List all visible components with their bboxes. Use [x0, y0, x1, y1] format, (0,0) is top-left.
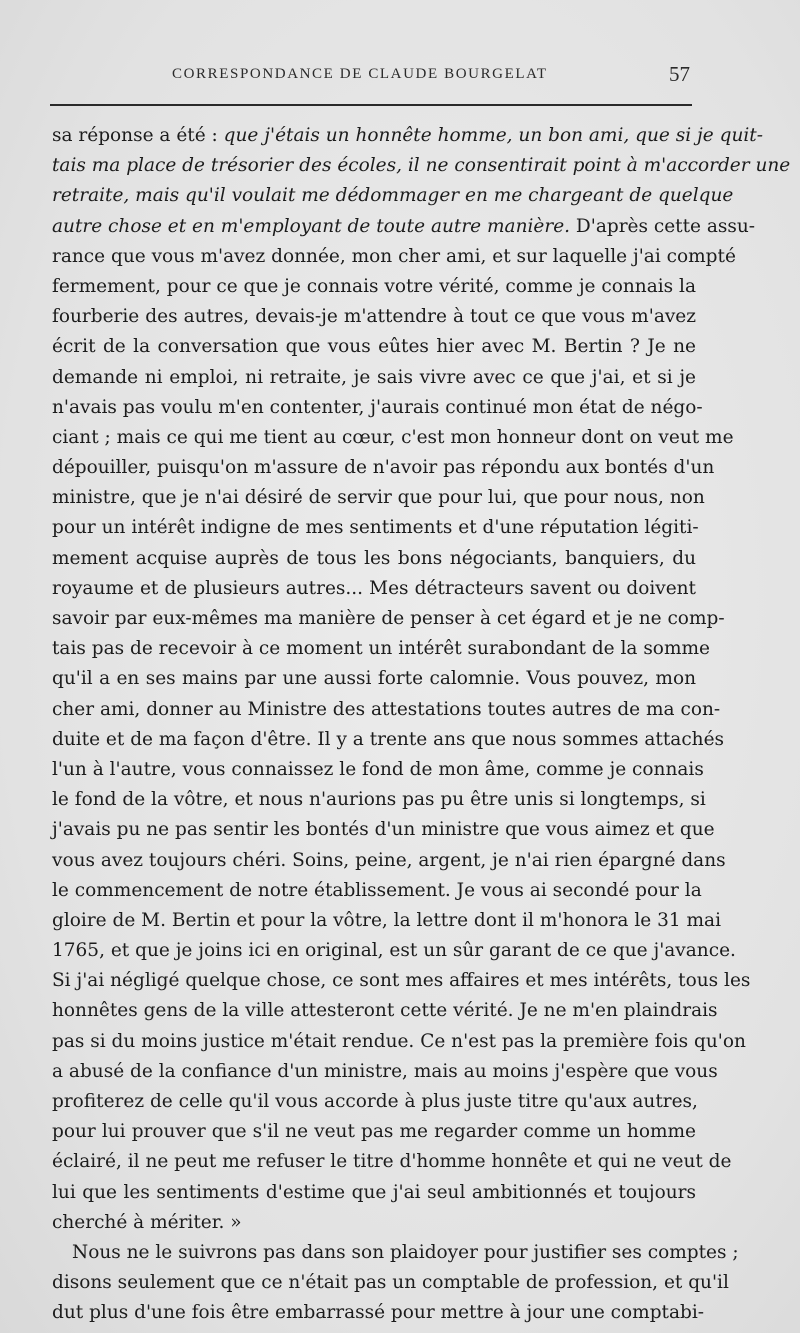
- text-line: [52, 423, 734, 453]
- text-segment: vous avez toujours chéri. Soins, peine, argent, je n'ai rien épargné dans: [52, 849, 726, 871]
- text-segment: cherché à mériter. »: [52, 1211, 242, 1233]
- text-line: [52, 604, 725, 634]
- text-line: [52, 1147, 732, 1177]
- text-segment: le fond de la vôtre, et nous n'aurions pas pu être unis si longtemps, si: [52, 789, 706, 811]
- text-segment: pas si du moins justice m'était rendue. Ce n'est pas la première fois qu'on: [52, 1030, 746, 1052]
- text-line: [52, 1298, 705, 1328]
- text-line: [52, 483, 705, 513]
- text-line: [52, 1057, 718, 1087]
- text-line: [52, 785, 706, 815]
- text-segment: fourberie des autres, devais-je m'attendre à tout ce que vous m'avez: [52, 306, 696, 328]
- text-segment: sa réponse a été :: [52, 125, 224, 146]
- text-line: [52, 1027, 746, 1057]
- text-segment: fermement, pour ce que je connais votre vérité, comme je connais la: [52, 275, 696, 297]
- text-segment: D'après cette assu-: [570, 215, 756, 237]
- text-segment: honnêtes gens de la ville attesteront cette vérité. Je ne m'en plaindrais: [52, 1000, 718, 1022]
- text-line: [52, 393, 703, 423]
- text-line: [52, 1117, 696, 1147]
- text-line: [52, 725, 725, 755]
- header-rule: [50, 104, 692, 106]
- text-line: [52, 936, 736, 966]
- text-segment: dut plus d'une fois être embarrassé pour mettre à jour une comptabi-: [52, 1302, 705, 1324]
- text-line: [52, 513, 699, 543]
- text-line: [52, 121, 763, 151]
- italic-quote: autre chose et en m'employant de toute autre manière.: [52, 215, 571, 237]
- text-segment: duite et de ma façon d'être. Il y a trente ans que nous sommes attachés: [52, 728, 725, 750]
- text-segment: mement acquise auprès de tous les bons négociants, banquiers, du: [52, 547, 696, 569]
- italic-quote: tais ma place de trésorier des écoles, il ne consentirait point à m'accorder une: [52, 155, 791, 177]
- text-segment: 1765, et que je joins ici en original, est un sûr garant de ce que j'avance.: [52, 940, 736, 962]
- text-segment: gloire de M. Bertin et pour la vôtre, la lettre dont il m'honora le 31 mai: [52, 909, 721, 931]
- running-head: [52, 64, 694, 88]
- text-line: [52, 966, 751, 996]
- text-segment: le commencement de notre établissement. Je vous ai secondé pour la: [52, 879, 702, 901]
- text-segment: éclairé, il ne peut me refuser le titre d'homme honnête et qui ne veut de: [52, 1151, 732, 1173]
- text-segment: pour un intérêt indigne de mes sentiments et d'une réputation légiti-: [52, 517, 699, 539]
- text-segment: disons seulement que ce n'était pas un comptable de profession, et qu'il: [52, 1272, 729, 1294]
- text-segment: savoir par eux-mêmes ma manière de penser à cet égard et je ne comp-: [52, 608, 725, 629]
- text-segment: royaume et de plusieurs autres... Mes détracteurs savent ou doivent: [52, 577, 696, 599]
- text-line: [52, 242, 736, 272]
- running-title: CORRESPONDANCE DE CLAUDE BOURGELAT: [172, 66, 548, 82]
- text-segment: cher ami, donner au Ministre des attestations toutes autres de ma con-: [52, 698, 721, 720]
- text-segment: demande ni emploi, ni retraite, je sais vivre avec ce que j'ai, et si je: [52, 366, 696, 388]
- text-line: [52, 151, 791, 181]
- text-segment: ciant ; mais ce qui me tient au cœur, c'est mon honneur dont on veut me: [52, 426, 734, 448]
- body-text: [52, 121, 791, 1329]
- text-line: [52, 1268, 729, 1298]
- text-segment: n'avais pas voulu m'en contenter, j'aurais continué mon état de négo-: [52, 396, 703, 418]
- text-segment: ministre, que je n'ai désiré de servir que pour lui, que pour nous, non: [52, 487, 705, 509]
- text-line: [52, 1238, 739, 1268]
- text-line: [52, 272, 696, 302]
- text-segment: profiterez de celle qu'il vous accorde à plus juste titre qu'aux autres,: [52, 1091, 698, 1112]
- text-segment: qu'il a en ses mains par une aussi forte calomnie. Vous pouvez, mon: [52, 668, 696, 690]
- text-line: [52, 634, 710, 664]
- text-line: [52, 906, 721, 936]
- text-line: [52, 332, 696, 362]
- text-line: [52, 1208, 696, 1238]
- text-segment: a abusé de la confiance d'un ministre, mais au moins j'espère que vous: [52, 1060, 718, 1082]
- text-segment: pour lui prouver que s'il ne veut pas me regarder comme un homme: [52, 1121, 696, 1143]
- page-number: 57: [669, 62, 690, 86]
- text-line: [52, 1178, 696, 1208]
- text-line: [52, 815, 715, 845]
- text-line: [52, 695, 721, 725]
- text-segment: écrit de la conversation que vous eûtes hier avec M. Bertin ? Je ne: [52, 336, 696, 358]
- text-segment: tais pas de recevoir à ce moment un intérêt surabondant de la somme: [52, 638, 710, 660]
- text-line: [52, 574, 696, 604]
- text-line: [52, 181, 734, 211]
- italic-quote: que j'étais un honnête homme, un bon ami, que si je quit-: [223, 125, 763, 146]
- text-line: [52, 846, 726, 876]
- text-segment: rance que vous m'avez donnée, mon cher ami, et sur laquelle j'ai compté: [52, 245, 736, 267]
- text-segment: dépouiller, puisqu'on m'assure de n'avoir pas répondu aux bontés d'un: [52, 457, 715, 479]
- text-segment: l'un à l'autre, vous connaissez le fond de mon âme, comme je connais: [52, 758, 704, 780]
- text-line: [52, 996, 718, 1026]
- text-line: [52, 453, 715, 483]
- text-line: [52, 212, 756, 242]
- text-line: [52, 544, 696, 574]
- text-segment: lui que les sentiments d'estime que j'ai seul ambitionnés et toujours: [52, 1181, 696, 1203]
- text-line: [52, 876, 702, 906]
- text-segment: Si j'ai négligé quelque chose, ce sont mes affaires et mes intérêts, tous les: [52, 970, 751, 992]
- text-line: [52, 302, 696, 332]
- italic-quote: retraite, mais qu'il voulait me dédommager en me chargeant de quelque: [52, 185, 734, 207]
- text-line: [52, 1087, 696, 1117]
- text-line: [52, 664, 696, 694]
- text-line: [52, 363, 696, 393]
- text-segment: j'avais pu ne pas sentir les bontés d'un ministre que vous aimez et que: [52, 819, 715, 841]
- text-line: [52, 755, 704, 785]
- text-segment: Nous ne le suivrons pas dans son plaidoyer pour justifier ses comptes ;: [72, 1241, 739, 1263]
